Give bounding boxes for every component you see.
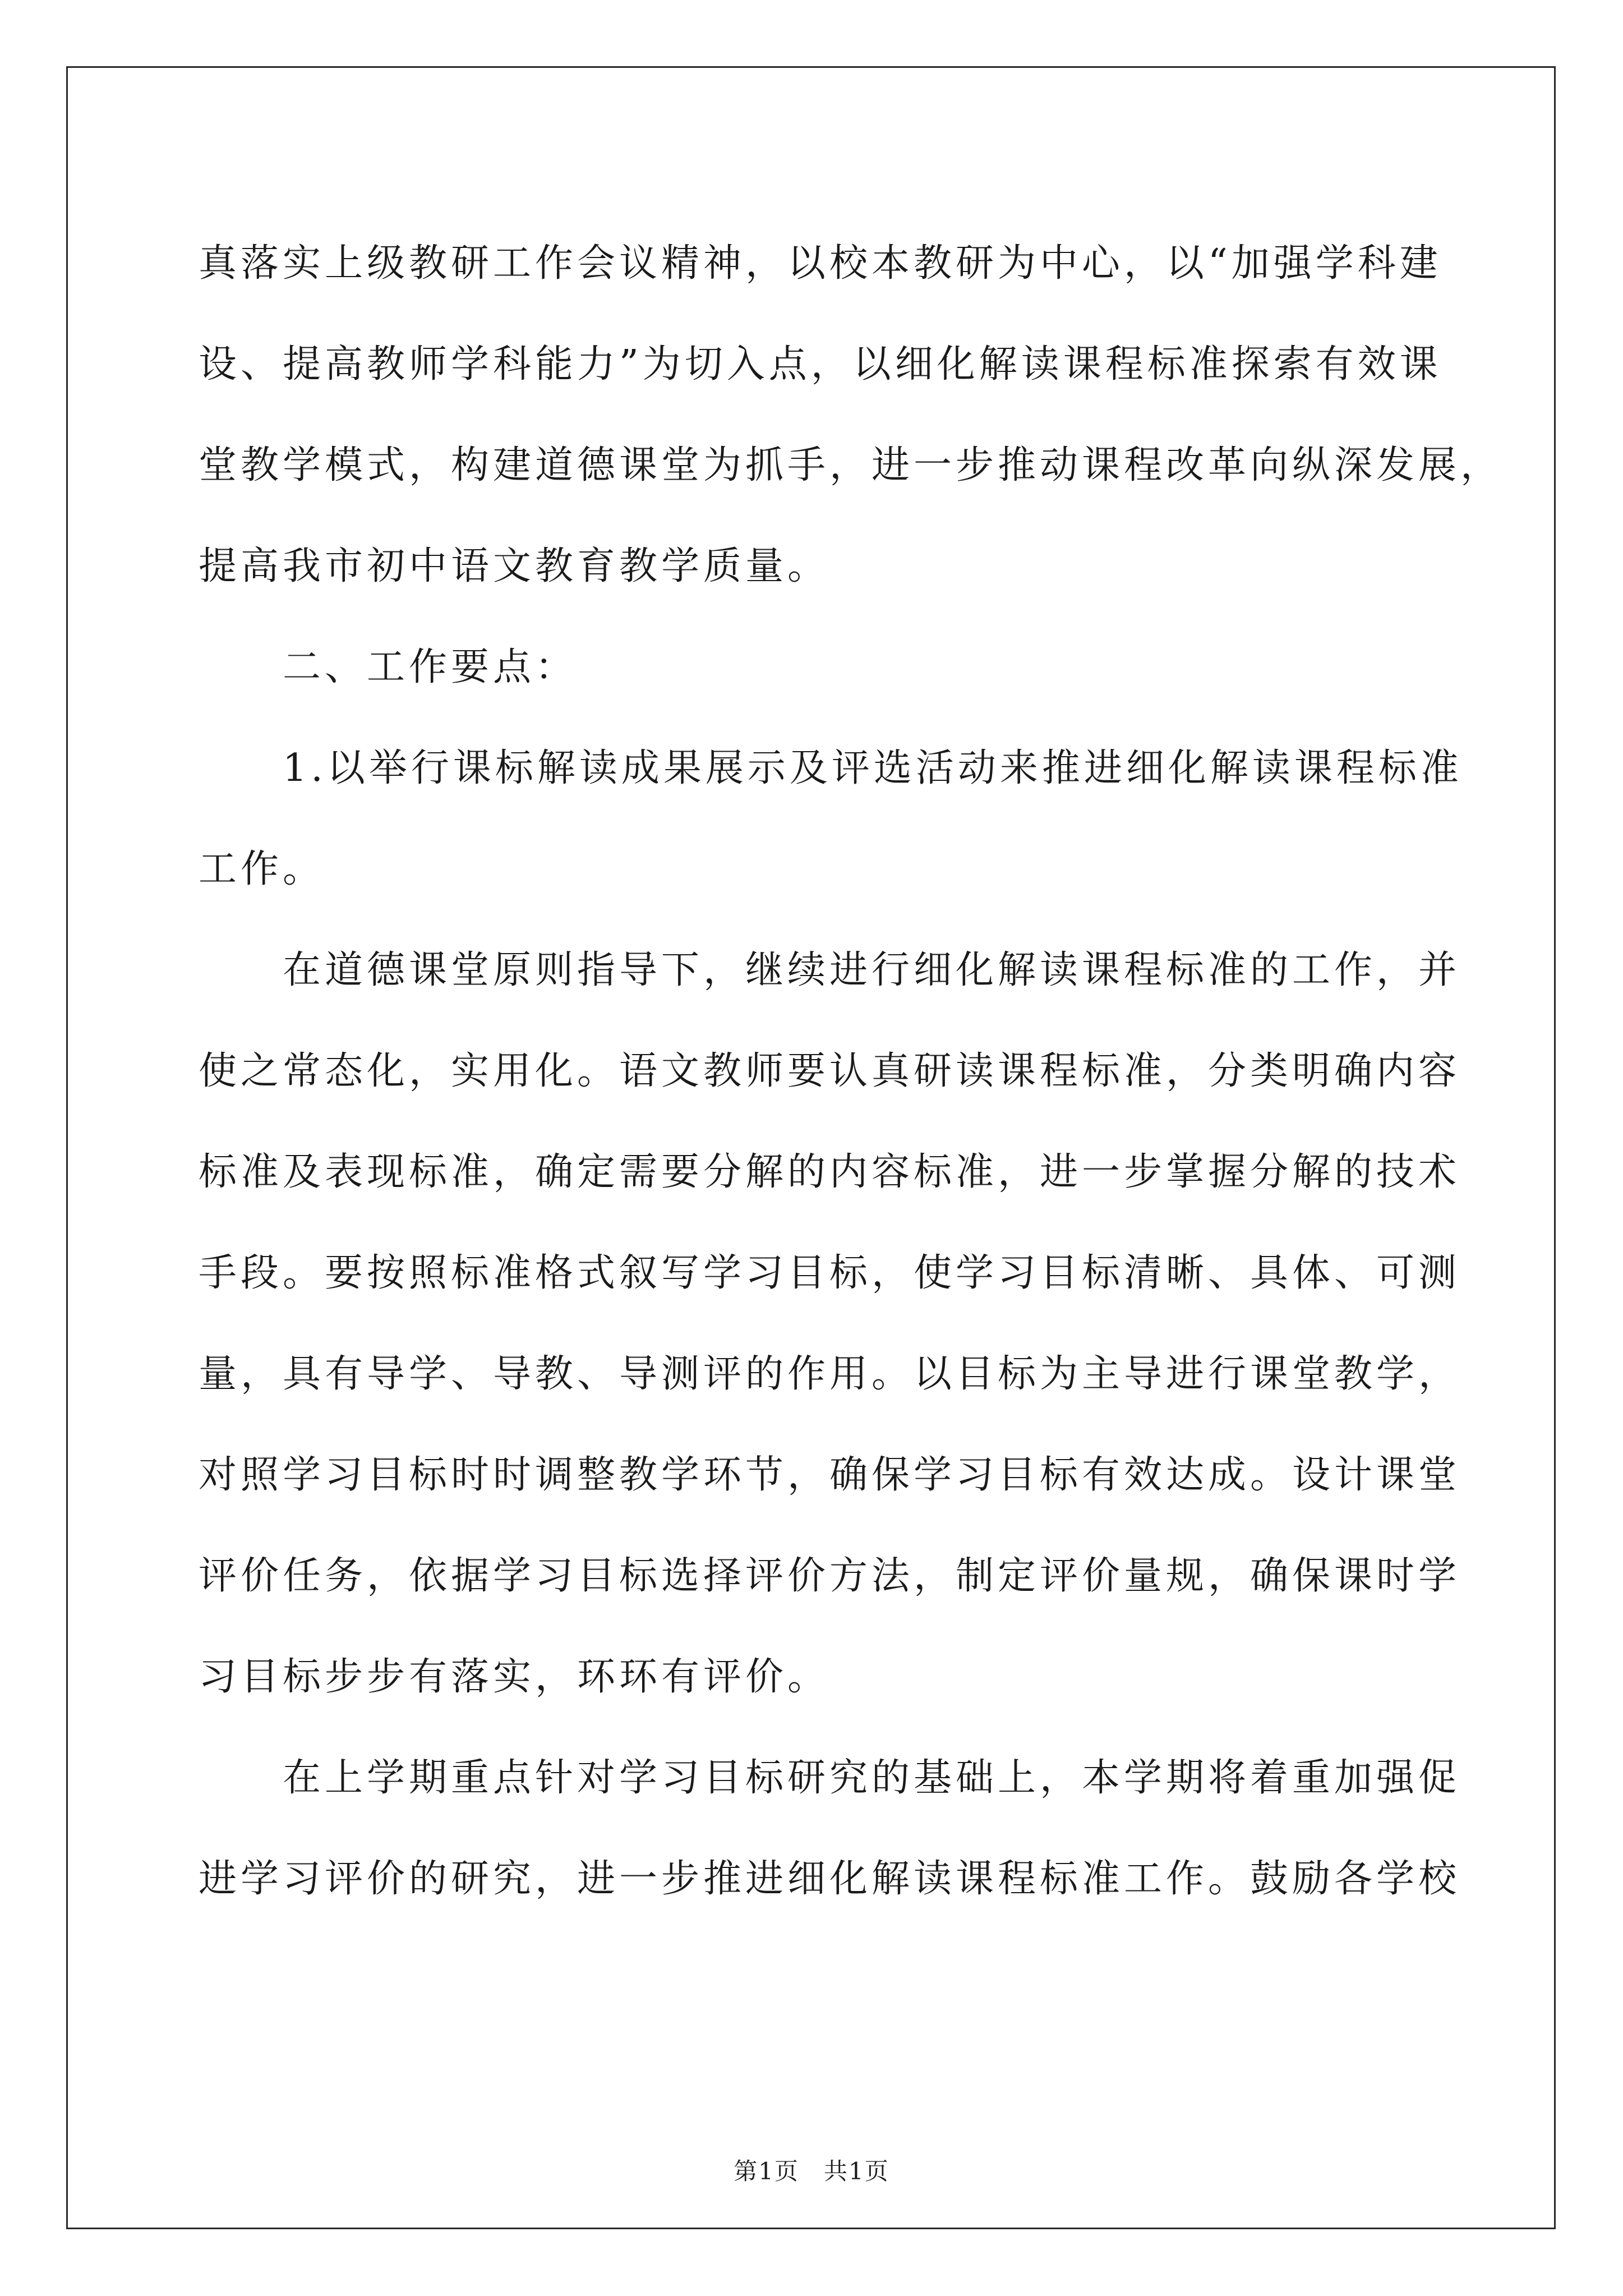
page-footer [0,2153,1623,2187]
text-line: 在道德课堂原则指导下，继续进行细化解读课程标准的工作，并 [199,948,1461,992]
text-line: 提高我市初中语文教育教学质量。 [199,544,830,588]
text-line: 量，具有导学、导教、导测评的作用。以目标为主导进行课堂教学， [199,1352,1461,1396]
paragraph [199,718,1463,920]
paragraph [199,1728,1461,1930]
page-number: 第1页 共1页 [734,2157,889,2185]
text-line: 设、提高教师学科能力”为切入点，以细化解读课程标准探索有效课 [199,342,1442,386]
paragraph [199,213,1503,617]
text-line: 真落实上级教研工作会议精神，以校本教研为中心，以“加强学科建 [199,241,1442,286]
text-line: 评价任务，依据学习目标选择评价方法，制定评价量规，确保课时学 [199,1554,1461,1598]
paragraph [199,920,1461,1728]
text-line: 手段。要按照标准格式叙写学习目标，使学习目标清晰、具体、可测 [199,1251,1461,1295]
text-line: 习目标步步有落实，环环有评价。 [199,1655,830,1699]
text-line: 工作。 [199,847,325,891]
section-heading [199,617,1421,718]
text-line: 对照学习目标时时调整教学环节，确保学习目标有效达成。设计课堂 [199,1453,1461,1497]
document-body [199,213,1503,1930]
text-line: 标准及表现标准，确定需要分解的内容标准，进一步掌握分解的技术 [199,1150,1461,1194]
text-line: 1.以举行课标解读成果展示及评选活动来推进细化解读课程标准 [199,746,1463,790]
text-line: 二、工作要点： [199,645,578,689]
text-line: 使之常态化，实用化。语文教师要认真研读课程标准，分类明确内容 [199,1049,1461,1093]
text-line: 进学习评价的研究，进一步推进细化解读课程标准工作。鼓励各学校 [199,1857,1461,1901]
text-line: 在上学期重点针对学习目标研究的基础上，本学期将着重加强促 [199,1756,1461,1800]
text-line: 堂教学模式，构建道德课堂为抓手，进一步推动课程改革向纵深发展， [199,443,1503,487]
